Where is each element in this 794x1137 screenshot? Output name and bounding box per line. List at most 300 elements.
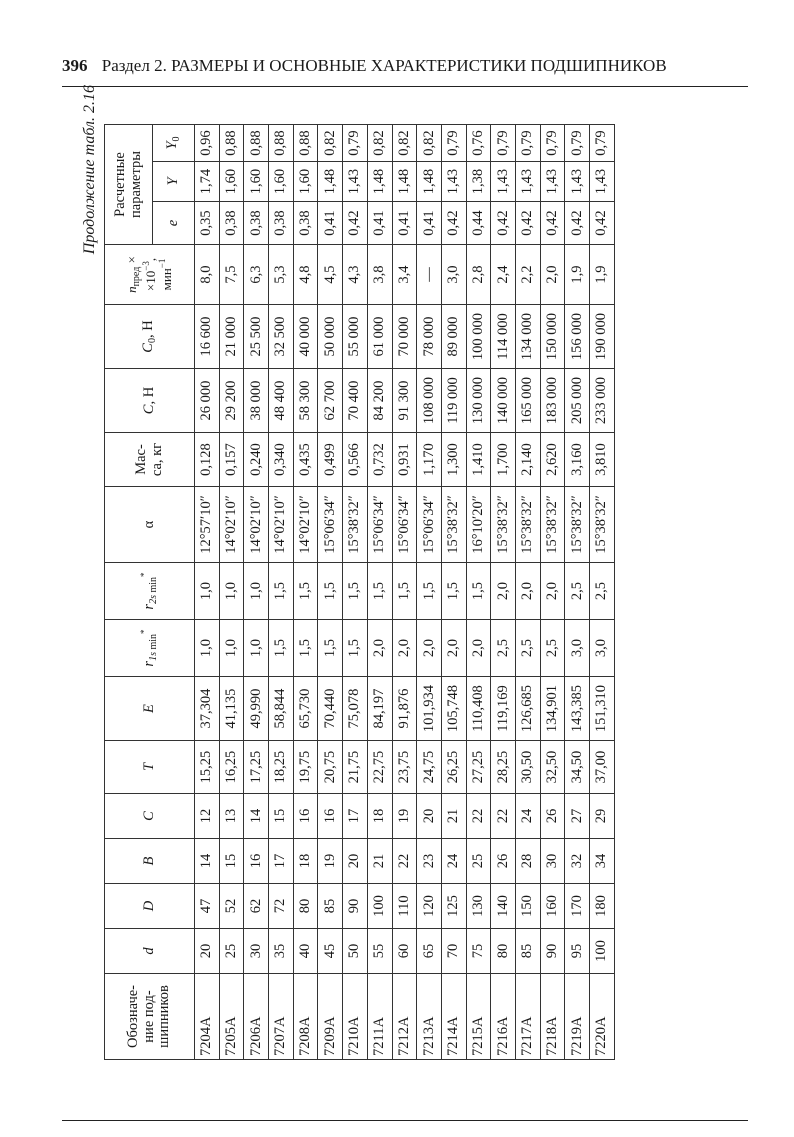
bearing-designation-cell: 7207A <box>269 974 294 1060</box>
table-cell: 119 000 <box>441 369 466 433</box>
table-cell: 17 <box>269 839 294 884</box>
table-cell: 21,75 <box>343 741 368 794</box>
table-cell: 13 <box>219 794 244 839</box>
bearing-designation-cell: 7218A <box>540 974 565 1060</box>
table-cell: 1,5 <box>293 563 318 620</box>
header-B: B <box>105 839 195 884</box>
table-cell: 2,140 <box>515 433 540 487</box>
table-cell: 25 <box>219 929 244 974</box>
table-cell: 90 <box>343 884 368 929</box>
table-cell: 0,35 <box>195 202 220 245</box>
header-E: E <box>105 677 195 741</box>
table-cell: 1,9 <box>565 245 590 305</box>
table-cell: 38 000 <box>244 369 269 433</box>
table-cell: 26 <box>540 794 565 839</box>
table-cell: 58 300 <box>293 369 318 433</box>
table-cell: 1,0 <box>219 563 244 620</box>
table-cell: 28,25 <box>491 741 516 794</box>
table-cell: 0,240 <box>244 433 269 487</box>
table-cell: 48 400 <box>269 369 294 433</box>
table-cell: 61 000 <box>367 305 392 369</box>
table-cell: 1,5 <box>343 563 368 620</box>
table-cell: 5,3 <box>269 245 294 305</box>
table-cell: 0,76 <box>466 125 491 162</box>
table-cell: 84 200 <box>367 369 392 433</box>
table-cell: 1,5 <box>417 563 442 620</box>
table-cell: 0,41 <box>392 202 417 245</box>
table-cell: 1,48 <box>392 162 417 202</box>
table-cell: 2,4 <box>491 245 516 305</box>
table-cell: 3,0 <box>441 245 466 305</box>
table-cell: 18,25 <box>269 741 294 794</box>
table-cell: 20 <box>343 839 368 884</box>
table-cell: 100 <box>590 929 615 974</box>
table-cell: 119,169 <box>491 677 516 741</box>
table-cell: 3,4 <box>392 245 417 305</box>
table-row <box>219 125 244 1060</box>
table-cell: 1,43 <box>343 162 368 202</box>
table-cell: 12 <box>195 794 220 839</box>
header-designation: Обозначе- ние под- шипников <box>105 974 195 1060</box>
table-cell: 22 <box>392 839 417 884</box>
table-cell: 2,2 <box>515 245 540 305</box>
table-cell: 28 <box>515 839 540 884</box>
table-cell: 150 <box>515 884 540 929</box>
table-cell: 32 <box>565 839 590 884</box>
table-caption: Продолжение табл. 2.16 <box>81 85 98 255</box>
table-cell: 52 <box>219 884 244 929</box>
table-cell: 1,5 <box>318 563 343 620</box>
table-cell: 1,48 <box>318 162 343 202</box>
table-cell: 19 <box>392 794 417 839</box>
header-c0: $C_0$, Н <box>105 305 195 369</box>
table-cell: 32,50 <box>540 741 565 794</box>
table-cell: 0,42 <box>441 202 466 245</box>
table-cell: 49,990 <box>244 677 269 741</box>
table-cell: 0,44 <box>466 202 491 245</box>
table-cell: 15°38′32″ <box>590 487 615 563</box>
table-cell: 1,0 <box>219 620 244 677</box>
table-cell: 85 <box>318 884 343 929</box>
table-cell: 1,5 <box>367 563 392 620</box>
table-cell: 15°06′34″ <box>392 487 417 563</box>
table-row <box>565 125 590 1060</box>
table-cell: 91 300 <box>392 369 417 433</box>
table-cell: 2,5 <box>540 620 565 677</box>
table-cell: 1,43 <box>441 162 466 202</box>
table-cell: 15 <box>269 794 294 839</box>
table-row <box>392 125 417 1060</box>
table-cell: 2,0 <box>540 563 565 620</box>
table-cell: 125 <box>441 884 466 929</box>
table-cell: 16 <box>244 839 269 884</box>
table-cell: 1,5 <box>392 563 417 620</box>
table-cell: — <box>417 245 442 305</box>
bearing-designation-cell: 7206A <box>244 974 269 1060</box>
table-cell: 55 <box>367 929 392 974</box>
table-cell: 1,9 <box>590 245 615 305</box>
table-row <box>318 125 343 1060</box>
table-cell: 0,38 <box>293 202 318 245</box>
table-cell: 16°10′20″ <box>466 487 491 563</box>
table-cell: 1,700 <box>491 433 516 487</box>
table-cell: 2,0 <box>417 620 442 677</box>
header-Y0: $Y_0$ <box>153 125 195 162</box>
footer-rule <box>62 1120 748 1121</box>
table-cell: 90 <box>540 929 565 974</box>
table-row <box>590 125 615 1060</box>
table-cell: 14°02′10″ <box>244 487 269 563</box>
table-cell: 15°06′34″ <box>417 487 442 563</box>
header-c-dyn: C, Н <box>105 369 195 433</box>
table-cell: 8,0 <box>195 245 220 305</box>
table-cell: 1,0 <box>195 620 220 677</box>
table-cell: 41,135 <box>219 677 244 741</box>
table-cell: 18 <box>367 794 392 839</box>
table-row <box>515 125 540 1060</box>
table-cell: 50 <box>343 929 368 974</box>
table-cell: 35 <box>269 929 294 974</box>
table-cell: 2,0 <box>515 563 540 620</box>
table-cell: 25 <box>466 839 491 884</box>
table-cell: 160 <box>540 884 565 929</box>
section-title: Раздел 2. РАЗМЕРЫ И ОСНОВНЫЕ ХАРАКТЕРИСТИКИ ПОДШИПНИКОВ <box>101 56 667 75</box>
table-cell: 0,88 <box>293 125 318 162</box>
table-cell: 0,41 <box>417 202 442 245</box>
table-cell: 1,5 <box>293 620 318 677</box>
table-cell: 143,385 <box>565 677 590 741</box>
table-cell: 4,8 <box>293 245 318 305</box>
table-cell: 27,25 <box>466 741 491 794</box>
table-cell: 0,42 <box>565 202 590 245</box>
table-cell: 1,300 <box>441 433 466 487</box>
table-cell: 60 <box>392 929 417 974</box>
table-cell: 3,810 <box>590 433 615 487</box>
table-cell: 15°06′34″ <box>318 487 343 563</box>
table-cell: 14°02′10″ <box>219 487 244 563</box>
table-cell: 233 000 <box>590 369 615 433</box>
table-cell: 126,685 <box>515 677 540 741</box>
bearing-table <box>104 124 615 1060</box>
table-cell: 0,79 <box>590 125 615 162</box>
table-cell: 2,0 <box>367 620 392 677</box>
table-cell: 15°06′34″ <box>367 487 392 563</box>
table-cell: 16,25 <box>219 741 244 794</box>
table-cell: 21 <box>367 839 392 884</box>
table-cell: 1,5 <box>269 563 294 620</box>
table-cell: 114 000 <box>491 305 516 369</box>
table-cell: 19,75 <box>293 741 318 794</box>
table-cell: 95 <box>565 929 590 974</box>
table-row <box>491 125 516 1060</box>
table-cell: 140 000 <box>491 369 516 433</box>
table-cell: 78 000 <box>417 305 442 369</box>
bearing-designation-cell: 7209A <box>318 974 343 1060</box>
table-body <box>195 125 615 1060</box>
table-row <box>540 125 565 1060</box>
table-cell: 120 <box>417 884 442 929</box>
rotated-table-area <box>82 85 747 1060</box>
table-cell: 24 <box>515 794 540 839</box>
table-cell: 0,41 <box>367 202 392 245</box>
table-cell: 1,43 <box>540 162 565 202</box>
table-cell: 2,8 <box>466 245 491 305</box>
table-row <box>195 125 220 1060</box>
table-cell: 22 <box>491 794 516 839</box>
table-cell: 62 700 <box>318 369 343 433</box>
table-cell: 80 <box>293 884 318 929</box>
table-cell: 1,5 <box>343 620 368 677</box>
table-cell: 1,43 <box>590 162 615 202</box>
page-header <box>62 56 667 76</box>
table-cell: 108 000 <box>417 369 442 433</box>
table-cell: 0,41 <box>318 202 343 245</box>
table-cell: 16 <box>318 794 343 839</box>
table-cell: 0,435 <box>293 433 318 487</box>
table-cell: 22 <box>466 794 491 839</box>
table-cell: 2,5 <box>590 563 615 620</box>
table-cell: 14 <box>195 839 220 884</box>
table-cell: 0,96 <box>195 125 220 162</box>
table-cell: 0,79 <box>515 125 540 162</box>
page-number: 396 <box>62 56 88 75</box>
bearing-designation-cell: 7219A <box>565 974 590 1060</box>
table-cell: 2,0 <box>466 620 491 677</box>
table-cell: 15,25 <box>195 741 220 794</box>
table-cell: 12°57′10″ <box>195 487 220 563</box>
bearing-designation-cell: 7220A <box>590 974 615 1060</box>
table-cell: 29 200 <box>219 369 244 433</box>
table-cell: 14°02′10″ <box>269 487 294 563</box>
table-cell: 140 <box>491 884 516 929</box>
table-cell: 24 <box>441 839 466 884</box>
table-cell: 34,50 <box>565 741 590 794</box>
bearing-designation-cell: 7208A <box>293 974 318 1060</box>
table-cell: 6,3 <box>244 245 269 305</box>
table-cell: 0,38 <box>219 202 244 245</box>
table-cell: 0,82 <box>367 125 392 162</box>
table-cell: 15°38′32″ <box>565 487 590 563</box>
table-cell: 47 <box>195 884 220 929</box>
table-cell: 101,934 <box>417 677 442 741</box>
table-cell: 1,5 <box>269 620 294 677</box>
table-cell: 75,078 <box>343 677 368 741</box>
table-cell: 1,60 <box>269 162 294 202</box>
table-cell: 3,160 <box>565 433 590 487</box>
table-cell: 50 000 <box>318 305 343 369</box>
table-cell: 150 000 <box>540 305 565 369</box>
table-cell: 34 <box>590 839 615 884</box>
table-row <box>244 125 269 1060</box>
table-cell: 0,82 <box>318 125 343 162</box>
table-cell: 183 000 <box>540 369 565 433</box>
header-C: C <box>105 794 195 839</box>
table-cell: 30 <box>244 929 269 974</box>
table-cell: 21 000 <box>219 305 244 369</box>
table-cell: 19 <box>318 839 343 884</box>
table-cell: 1,43 <box>491 162 516 202</box>
table-cell: 15°38′32″ <box>540 487 565 563</box>
bearing-designation-cell: 7212A <box>392 974 417 1060</box>
table-cell: 37,00 <box>590 741 615 794</box>
bearing-designation-cell: 7217A <box>515 974 540 1060</box>
table-cell: 0,128 <box>195 433 220 487</box>
table-cell: 0,732 <box>367 433 392 487</box>
table-cell: 25 500 <box>244 305 269 369</box>
table-cell: 156 000 <box>565 305 590 369</box>
table-cell: 110,408 <box>466 677 491 741</box>
table-cell: 1,74 <box>195 162 220 202</box>
table-cell: 20 <box>417 794 442 839</box>
table-cell: 15°38′32″ <box>515 487 540 563</box>
table-cell: 1,43 <box>565 162 590 202</box>
table-cell: 1,0 <box>244 620 269 677</box>
table-cell: 0,42 <box>343 202 368 245</box>
table-cell: 30 <box>540 839 565 884</box>
table-cell: 0,42 <box>491 202 516 245</box>
table-cell: 1,43 <box>515 162 540 202</box>
table-cell: 0,79 <box>540 125 565 162</box>
table-cell: 62 <box>244 884 269 929</box>
table-cell: 23 <box>417 839 442 884</box>
bearing-designation-cell: 7204A <box>195 974 220 1060</box>
table-cell: 180 <box>590 884 615 929</box>
table-cell: 1,38 <box>466 162 491 202</box>
table-cell: 84,197 <box>367 677 392 741</box>
table-cell: 15°38′32″ <box>441 487 466 563</box>
table-cell: 1,410 <box>466 433 491 487</box>
table-cell: 205 000 <box>565 369 590 433</box>
table-cell: 58,844 <box>269 677 294 741</box>
header-mass: Мас- са, кг <box>105 433 195 487</box>
table-cell: 0,88 <box>244 125 269 162</box>
table-cell: 20 <box>195 929 220 974</box>
table-cell: 2,620 <box>540 433 565 487</box>
table-cell: 190 000 <box>590 305 615 369</box>
table-cell: 0,157 <box>219 433 244 487</box>
table-cell: 40 000 <box>293 305 318 369</box>
table-cell: 3,0 <box>565 620 590 677</box>
table-cell: 0,82 <box>417 125 442 162</box>
table-cell: 2,0 <box>540 245 565 305</box>
table-cell: 134 000 <box>515 305 540 369</box>
table-cell: 0,79 <box>441 125 466 162</box>
table-cell: 130 000 <box>466 369 491 433</box>
table-cell: 27 <box>565 794 590 839</box>
table-cell: 1,60 <box>244 162 269 202</box>
table-cell: 0,38 <box>269 202 294 245</box>
table-cell: 0,88 <box>269 125 294 162</box>
table-cell: 16 600 <box>195 305 220 369</box>
table-cell: 2,5 <box>515 620 540 677</box>
table-cell: 22,75 <box>367 741 392 794</box>
table-row <box>367 125 392 1060</box>
table-cell: 7,5 <box>219 245 244 305</box>
table-cell: 17 <box>343 794 368 839</box>
header-Y: Y <box>153 162 195 202</box>
table-cell: 30,50 <box>515 741 540 794</box>
header-n-limit: $n_{пред}$ × $\times 10^{-3}$, мин$^{-1}$ <box>105 245 195 305</box>
table-cell: 70 000 <box>392 305 417 369</box>
table-cell: 23,75 <box>392 741 417 794</box>
table-cell: 55 000 <box>343 305 368 369</box>
table-cell: 14°02′10″ <box>293 487 318 563</box>
table-cell: 65 <box>417 929 442 974</box>
table-cell: 70 <box>441 929 466 974</box>
header-r2s: $r_{2s}$ $_{min}$* <box>105 563 195 620</box>
table-cell: 1,48 <box>417 162 442 202</box>
table-cell: 0,931 <box>392 433 417 487</box>
table-cell: 4,5 <box>318 245 343 305</box>
table-cell: 1,5 <box>466 563 491 620</box>
table-cell: 3,0 <box>590 620 615 677</box>
table-cell: 91,876 <box>392 677 417 741</box>
table-cell: 1,5 <box>318 620 343 677</box>
header-calc-params: Расчетные параметры <box>105 125 153 245</box>
table-cell: 29 <box>590 794 615 839</box>
table-cell: 2,5 <box>491 620 516 677</box>
table-cell: 15 <box>219 839 244 884</box>
table-cell: 0,340 <box>269 433 294 487</box>
table-row <box>343 125 368 1060</box>
table-cell: 26 <box>491 839 516 884</box>
table-cell: 4,3 <box>343 245 368 305</box>
header-d: d <box>105 929 195 974</box>
table-cell: 89 000 <box>441 305 466 369</box>
table-cell: 110 <box>392 884 417 929</box>
table-cell: 0,42 <box>590 202 615 245</box>
table-cell: 17,25 <box>244 741 269 794</box>
header-D: D <box>105 884 195 929</box>
table-cell: 1,170 <box>417 433 442 487</box>
table-cell: 70,440 <box>318 677 343 741</box>
header-e: e <box>153 202 195 245</box>
table-cell: 1,60 <box>293 162 318 202</box>
table-cell: 37,304 <box>195 677 220 741</box>
table-cell: 100 000 <box>466 305 491 369</box>
table-cell: 2,0 <box>491 563 516 620</box>
header-r1s: $r_{1s}$ $_{min}$* <box>105 620 195 677</box>
table-cell: 85 <box>515 929 540 974</box>
table-row <box>441 125 466 1060</box>
table-cell: 1,0 <box>244 563 269 620</box>
table-cell: 0,566 <box>343 433 368 487</box>
header-alpha: α <box>105 487 195 563</box>
table-cell: 21 <box>441 794 466 839</box>
table-cell: 1,5 <box>441 563 466 620</box>
table-row <box>417 125 442 1060</box>
table-cell: 165 000 <box>515 369 540 433</box>
table-cell: 134,901 <box>540 677 565 741</box>
bearing-designation-cell: 7205A <box>219 974 244 1060</box>
table-row <box>466 125 491 1060</box>
table-cell: 18 <box>293 839 318 884</box>
table-cell: 2,0 <box>441 620 466 677</box>
table-cell: 3,8 <box>367 245 392 305</box>
table-cell: 0,79 <box>491 125 516 162</box>
table-cell: 0,499 <box>318 433 343 487</box>
table-cell: 45 <box>318 929 343 974</box>
table-cell: 15°38′32″ <box>343 487 368 563</box>
table-cell: 16 <box>293 794 318 839</box>
table-cell: 32 500 <box>269 305 294 369</box>
bearing-designation-cell: 7215A <box>466 974 491 1060</box>
table-cell: 0,42 <box>540 202 565 245</box>
table-cell: 0,79 <box>565 125 590 162</box>
table-cell: 0,42 <box>515 202 540 245</box>
bearing-designation-cell: 7210A <box>343 974 368 1060</box>
table-cell: 0,88 <box>219 125 244 162</box>
